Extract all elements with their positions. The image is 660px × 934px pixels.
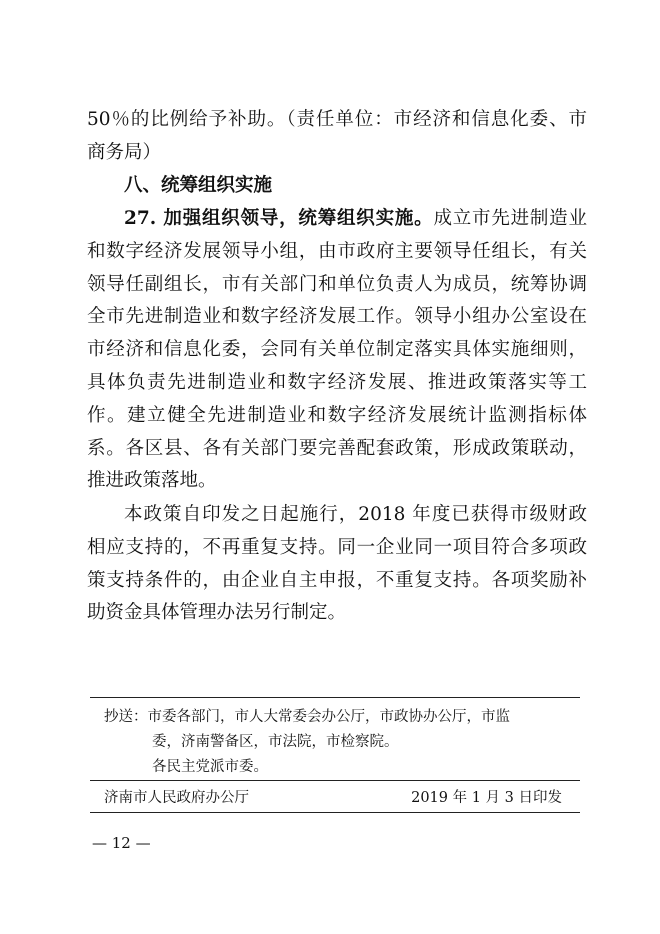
cc-bottom-rule xyxy=(90,780,580,781)
text-line: 相应支持的，不再重复支持。同一企业同一项目符合多项政 xyxy=(87,536,587,558)
text-line: 市经济和信息化委，会同有关单位制定落实具体实施细则， xyxy=(87,339,587,361)
text-line: 和数字经济发展领导小组，由市政府主要领导任组长，有关 xyxy=(87,240,587,262)
text-line: 助资金具体管理办法另行制定。 xyxy=(87,602,347,624)
cc-line-1: 抄送：市委各部门，市人大常委会办公厅，市政协办公厅，市监 xyxy=(104,709,510,725)
heading-text: 八、统筹组织实施 xyxy=(124,175,273,196)
cc-top-rule xyxy=(90,697,580,698)
paragraph-27-lead: 27. 加强组织领导，统筹组织实施。 xyxy=(124,208,434,229)
text-line: 本政策自印发之日起施行，2018 年度已获得市级财政 xyxy=(124,504,587,525)
issuer-footer xyxy=(104,786,562,807)
text-line: 具体负责先进制造业和数字经济发展、推进政策落实等工 xyxy=(87,371,587,393)
paragraph-effective-date xyxy=(87,499,587,630)
issuer-name: 济南市人民政府办公厅 xyxy=(104,790,249,806)
issue-date: 2019 年 1 月 3 日印发 xyxy=(411,790,562,806)
text-line: 作。建立健全先进制造业和数字经济发展统计监测指标体 xyxy=(87,404,587,426)
text-line: 50％的比例给予补助。（责任单位：市经济和信息化委、市 xyxy=(87,109,587,130)
text-line: 系。各区县、各有关部门要完善配套政策，形成政策联动， xyxy=(87,437,587,459)
text-line: 策支持条件的，由企业自主申报，不重复支持。各项奖励补 xyxy=(87,569,587,591)
cc-label: 抄送： xyxy=(104,709,148,725)
paragraph-subsidy-continuation xyxy=(87,104,587,170)
text-line: 推进政策落地。 xyxy=(87,470,217,492)
cc-line-2: 委，济南警备区，市法院，市检察院。 xyxy=(152,734,399,750)
text-line: 全市先进制造业和数字经济发展工作。领导小组办公室设在 xyxy=(87,306,587,328)
cc-line-3: 各民主党派市委。 xyxy=(152,759,268,775)
text-line: 领导任副组长，市有关部门和单位负责人为成员，统筹协调 xyxy=(87,273,587,295)
cc-block xyxy=(104,705,564,780)
page-number: — 12 — xyxy=(92,834,151,852)
paragraph-27 xyxy=(87,203,587,498)
section-heading xyxy=(87,170,587,203)
paragraph-27-first-line: 成立市先进制造业 xyxy=(433,208,587,229)
text-line xyxy=(87,203,587,236)
text-line: 商务局） xyxy=(87,141,162,163)
footer-bottom-rule xyxy=(90,812,580,813)
